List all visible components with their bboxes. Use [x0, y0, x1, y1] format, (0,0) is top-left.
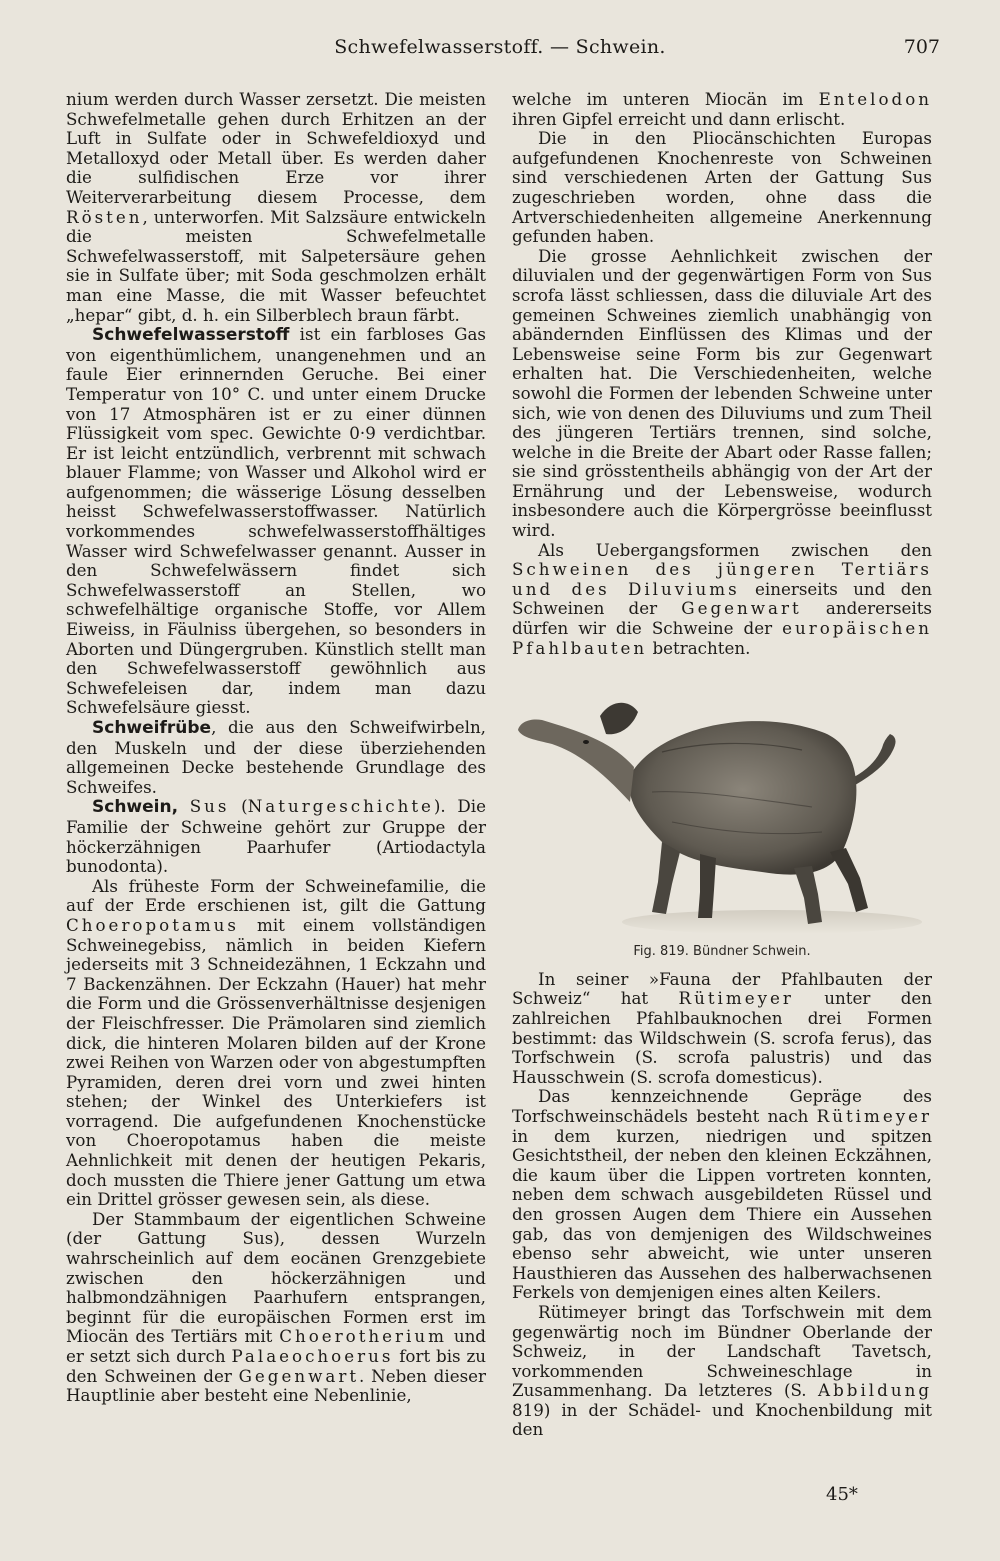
- entry-schwefelwasserstoff: Schwefelwasserstoff ist ein farbloses Gas von eigenthümlichem, unangenehmen und an faule Eier erinnernden Geruche. Bei einer Temperatur von 10° C. und unter einem Drucke von 17 Atmosphären ist er zu einer dünnen Flüssigkeit vom spec. Gewichte 0·9 verdichtbar. Er ist leicht entzündlich, verbrennt mit schwach blauer Flamme; von Wasser und Alkohol wird er aufgenommen; die wässerige Lösung desselben heisst Schwefelwasserstoffwasser. Natürlich vorkommendes schwefelwasserstoffhältiges Wasser wird Schwefelwasser genannt. Ausser in den Schwefelwässern findet sich Schwefelwasserstoff an Stellen, wo schwefelhältige organische Stoffe, vor Allem Eiweiss, in Fäulniss übergehen, so besonders in Aborten und Düngergruben. Künstlich stellt man den Schwefelwasserstoff gewöhnlich aus Schwefeleisen dar, indem man dazu Schwefelsäure giesst.: [66, 324, 486, 718]
- paragraph: In seiner »Fauna der Pfahlbauten der Schweiz“ hat Rütimeyer unter den zahlreichen Pfahlbauknochen drei Formen bestimmt: das Wildschwein (S. scrofa ferus), das Torfschwein (S. scrofa palustris) und das Hausschwein (S. scrofa domesticus).: [512, 968, 933, 1087]
- entry-term: Schwein,: [92, 797, 179, 818]
- paragraph: nium werden durch Wasser zersetzt. Die meisten Schwefelmetalle gehen durch Erhitzen an der Luft in Sulfate oder in Schwefeldioxyd und Metalloxyd oder Metall über. Es werden daher die sulfidischen Erze vor ihrer Weiterverarbeitung diesem Processe, dem Rösten, unterworfen. Mit Salzsäure entwickeln die meisten Schwefelmetalle Schwefelwasserstoff, mit Salpetersäure gehen sie in Sulfate über; mit Soda geschmolzen erhält man eine Masse, die mit Wasser befeuchtet „hepar“ gibt, d. h. ein Silberblech braun färbt.: [66, 89, 486, 325]
- paragraph: Als Uebergangsformen zwischen den Schweinen des jüngeren Tertiärs und des Diluviums einerseits und den Schweinen der Gegenwart andererseits dürfen wir die Schweine der europäischen Pfahlbauten betrachten.: [512, 539, 933, 658]
- spaced-term: Rösten: [66, 206, 143, 227]
- paragraph: Die grosse Aehnlichkeit zwischen der diluvialen und der gegenwärtigen Form von Sus scrofa lässt schliessen, dass die diluviale Art des gemeinen Schweines ziemlich unabhängig von abändernden Einflüssen des Klimas und der Lebensweise seine Form bis zur Gegenwart erhalten hat. Die Verschiedenheiten, welche sowohl die Formen der lebenden Schweine unter sich, wie von denen des Diluviums und zum Theil des jüngeren Tertiärs trennen, sind solche, welche in die Breite der Abart oder Rasse fallen; sie sind grösstentheils abhängig von der Art der Ernährung und der Lebensweise, wodurch insbesondere auch die Körpergrösse beeinflusst wird.: [512, 245, 932, 541]
- printer-signature: 45*: [826, 1484, 858, 1505]
- paragraph: Die in den Pliocänschichten Europas aufgefundenen Knochenreste von Schweinen sind verschiedenen Arten der Gattung Sus zugeschrieben worden, ohne dass die Artverschiedenheiten allgemeine Anerkennung gefunden haben.: [512, 128, 932, 247]
- pig-illustration: [512, 672, 932, 940]
- right-column: [512, 90, 932, 1440]
- paragraph: welche im unteren Miocän im Entelodon ihren Gipfel erreicht und dann erlischt.: [512, 89, 932, 129]
- figure-caption: Fig. 819. Bündner Schwein.: [633, 944, 811, 960]
- entry-term: Schwefelwasserstoff: [92, 325, 290, 346]
- entry-schweifruebe: Schweifrübe, die aus den Schweifwirbeln, den Muskeln und der diese überziehenden allgemeinen Decke bestehende Grundlage des Schweifes.: [66, 717, 486, 797]
- entry-term: Schweifrübe: [92, 718, 212, 738]
- figure-buendner-schwein: [512, 672, 932, 962]
- header-title: Schwefelwasserstoff. — Schwein.: [334, 36, 666, 58]
- left-column: [66, 90, 486, 1406]
- page-number: 707: [903, 36, 940, 58]
- paragraph: Das kennzeichnende Gepräge des Torfschweinschädels besteht nach Rütimeyer in dem kurzen, niedrigen und spitzen Gesichtstheil, der neben den kleinen Eckzähnen, die kaum über die Lippen vortreten konnten, neben dem schwach ausgebildeten Rüssel und den grossen Augen dem Thiere ein Aussehen gab, das von demjenigen des Wildschweines ebenso sehr abweicht, wie unter unseren Hausthieren das Aussehen des halberwachsenen Ferkels von demjenigen eines alten Keilers.: [512, 1086, 932, 1303]
- paragraph: Rütimeyer bringt das Torfschwein mit dem gegenwärtig noch im Bündner Oberlande der Schweiz, in der Landschaft Tavetsch, vorkommenden Schweineschlage in Zusammenhang. Da letzteres (S. Abbildung 819) in der Schädel- und Knochenbildung mit den: [512, 1301, 932, 1440]
- paragraph: Der Stammbaum der eigentlichen Schweine (der Gattung Sus), dessen Wurzeln wahrscheinlich auf dem eocänen Grenzgebiete zwischen den höckerzähnigen und halbmondzähnigen Paarhufern entsprangen, beginnt für die europäischen Formen erst im Miocän des Tertiärs mit Choerotherium und er setzt sich durch Palaeochoerus fort bis zu den Schweinen der Gegenwart. Neben dieser Hauptlinie aber besteht eine Nebenlinie,: [66, 1208, 486, 1406]
- entry-schwein: Schwein, Sus (Naturgeschichte). Die Familie der Schweine gehört zur Gruppe der höckerzähnigen Paarhufer (Artiodactyla bunodonta).: [66, 796, 486, 877]
- running-header: [60, 36, 940, 60]
- paragraph: Als früheste Form der Schweinefamilie, die auf der Erde erschienen ist, gilt die Gattung Choeropotamus mit einem vollständigen Schweinegebiss, nämlich in beiden Kiefern jederseits mit 3 Schneidezähnen, 1 Eckzahn und 7 Backenzähnen. Der Eckzahn (Hauer) hat mehr die Form und die Grössenverhältnisse desjenigen der Fleischfresser. Die Prämolaren sind ziemlich dick, die hinteren Molaren bilden auf der Krone zwei Reihen von Warzen oder von abgestumpften Pyramiden, deren drei vorn und zwei hinten stehen; der Winkel des Unterkiefers ist vorragend. Die aufgefundenen Knochenstücke von Choeropotamus haben die meiste Aehnlichkeit mit denen der heutigen Pekaris, doch mussten die Thiere jener Gattung um etwa ein Drittel grösser gewesen sein, als diese.: [66, 875, 486, 1210]
